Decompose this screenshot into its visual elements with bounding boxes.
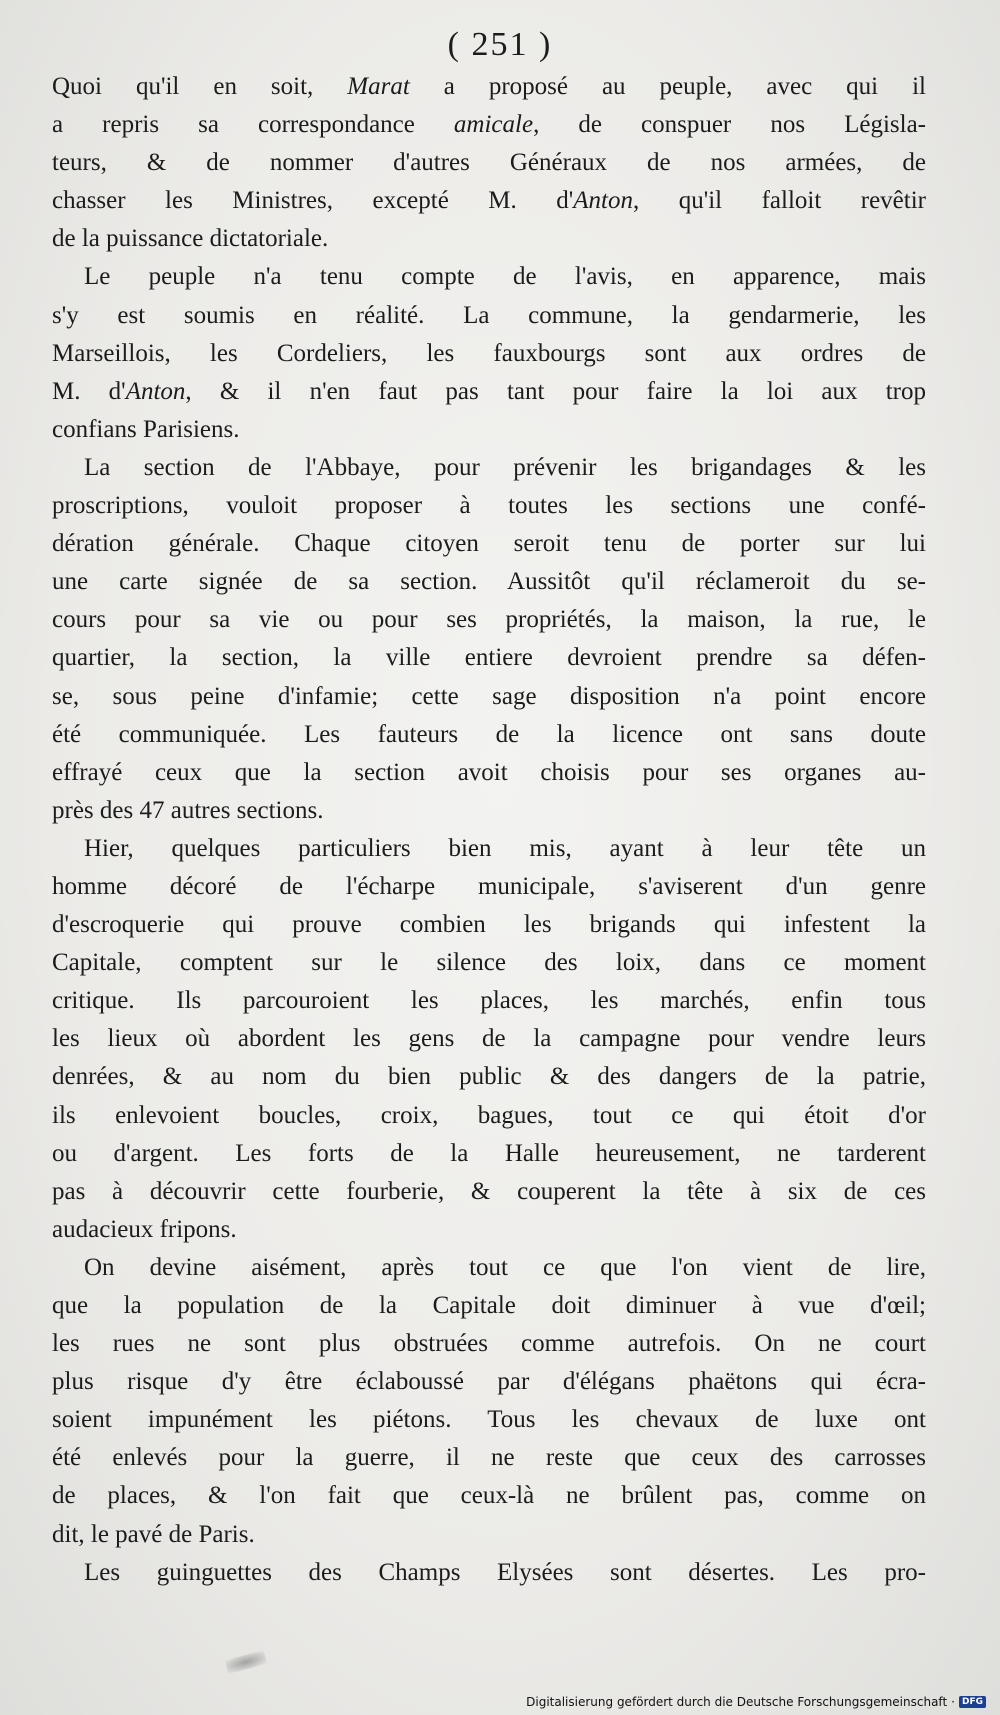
text-line — [52, 792, 926, 830]
text-segment: M. d' — [52, 377, 126, 405]
text-segment: , & il n'en faut pas tant pour faire la loi aux trop — [185, 377, 926, 405]
text-line — [52, 639, 926, 677]
text-line — [52, 297, 926, 335]
text-line — [52, 373, 926, 411]
text-segment: Capitale, comptent sur le silence des loix, dans ce moment — [52, 949, 926, 977]
text-line — [52, 144, 926, 182]
text-line — [52, 1249, 926, 1287]
body-text — [52, 68, 926, 1592]
text-segment: On devine aisément, après tout ce que l'on vient de lire, — [84, 1253, 926, 1281]
text-line — [52, 678, 926, 716]
text-line — [52, 487, 926, 525]
text-line — [52, 1173, 926, 1211]
text-segment: pas à découvrir cette fourberie, & couperent la tête à six de ces — [52, 1177, 926, 1205]
text-line — [52, 220, 926, 258]
text-segment: a proposé au peuple, avec qui il — [409, 73, 926, 100]
text-line — [52, 1477, 926, 1515]
text-segment: les rues ne sont plus obstruées comme autrefois. On ne court — [52, 1330, 926, 1358]
text-line — [52, 1097, 926, 1135]
text-segment: se, sous peine d'infamie; cette sage disposition n'a point encore — [52, 682, 926, 710]
ink-smudge — [225, 1650, 267, 1674]
text-segment: que la population de la Capitale doit diminuer à vue d'œil; — [52, 1292, 926, 1319]
text-line — [52, 868, 926, 906]
text-segment: , qu'il falloit revêtir — [632, 187, 926, 215]
text-line — [52, 1516, 926, 1554]
text-segment: été communiquée. Les fauteurs de la licence ont sans doute — [52, 720, 926, 748]
text-line — [52, 1135, 926, 1173]
italic-name: amicale — [453, 111, 534, 139]
text-segment: confians Parisiens. — [52, 415, 240, 443]
text-segment: , de conspuer nos Législa- — [533, 111, 927, 139]
text-segment: quartier, la section, la ville entiere devroient prendre sa défen- — [52, 644, 926, 672]
text-line — [52, 563, 926, 601]
text-segment: chasser les Ministres, excepté M. d' — [52, 187, 574, 215]
text-segment: audacieux fripons. — [52, 1215, 237, 1243]
text-segment: les lieux où abordent les gens de la campagne pour vendre leurs — [52, 1025, 926, 1053]
text-segment: une carte signée de sa section. Aussitôt qu'il réclameroit du se- — [52, 568, 926, 596]
text-line — [52, 601, 926, 639]
italic-name: Anton — [125, 377, 186, 405]
text-segment: critique. Ils parcouroient les places, les marchés, enfin tous — [52, 987, 926, 1015]
text-line — [52, 1058, 926, 1096]
text-line — [52, 411, 926, 449]
text-line — [52, 68, 926, 106]
italic-name: Marat — [347, 73, 410, 100]
text-line — [52, 830, 926, 868]
text-segment: dit, le pavé de Paris. — [52, 1520, 255, 1548]
text-line — [52, 944, 926, 982]
text-segment: s'y est soumis en réalité. La commune, la gendarmerie, les — [52, 301, 926, 329]
text-line — [52, 982, 926, 1020]
text-line — [52, 1325, 926, 1363]
page-number: ( 251 ) — [447, 26, 553, 63]
text-line — [52, 754, 926, 792]
text-line — [52, 1439, 926, 1477]
text-segment: effrayé ceux que la section avoit choisis pour ses organes au- — [52, 758, 926, 786]
text-segment: a repris sa correspondance — [52, 111, 454, 139]
text-line — [52, 106, 926, 144]
text-line — [52, 182, 926, 220]
digitization-footer: Digitalisierung gefördert durch die Deutsche Forschungsgemeinschaft · DFG — [526, 1695, 986, 1709]
text-segment: de la puissance dictatoriale. — [52, 225, 329, 253]
text-line — [52, 1211, 926, 1249]
text-segment: cours pour sa vie ou pour ses propriétés, la maison, la rue, le — [52, 606, 926, 634]
text-line — [52, 335, 926, 373]
text-segment: près des 47 autres sections. — [52, 796, 324, 824]
text-segment: Marseillois, les Cordeliers, les fauxbourgs sont aux ordres de — [52, 339, 926, 367]
text-line — [52, 258, 926, 296]
text-segment: ou d'argent. Les forts de la Halle heureusement, ne tarderent — [52, 1139, 926, 1167]
italic-name: Anton — [573, 187, 633, 215]
text-line — [52, 1401, 926, 1439]
text-segment: été enlevés pour la guerre, il ne reste que ceux des carrosses — [52, 1444, 926, 1472]
footer-text: Digitalisierung gefördert durch die Deutsche Forschungsgemeinschaft — [526, 1695, 948, 1709]
text-segment: Le peuple n'a tenu compte de l'avis, en apparence, mais — [84, 263, 926, 291]
text-line — [52, 449, 926, 487]
text-segment: Hier, quelques particuliers bien mis, ayant à leur tête un — [84, 834, 926, 862]
text-line — [52, 716, 926, 754]
text-segment: denrées, & au nom du bien public & des dangers de la patrie, — [52, 1063, 926, 1091]
dfg-logo-icon: DFG — [959, 1696, 986, 1708]
text-segment: La section de l'Abbaye, pour prévenir les brigandages & les — [84, 453, 926, 481]
text-segment: de places, & l'on fait que ceux-là ne brûlent pas, comme on — [52, 1482, 926, 1510]
text-line — [52, 525, 926, 563]
text-segment: homme décoré de l'écharpe municipale, s'aviserent d'un genre — [52, 872, 926, 900]
text-segment: teurs, & de nommer d'autres Généraux de nos armées, de — [52, 149, 926, 177]
text-line — [52, 1554, 926, 1592]
text-segment: Les guinguettes des Champs Elysées sont désertes. Les pro- — [84, 1558, 926, 1586]
text-line — [52, 906, 926, 944]
text-segment: Quoi qu'il en soit, — [52, 73, 348, 100]
text-segment: proscriptions, vouloit proposer à toutes les sections une confé- — [52, 492, 926, 520]
text-line — [52, 1020, 926, 1058]
text-segment: dération générale. Chaque citoyen seroit tenu de porter sur lui — [52, 530, 926, 558]
text-segment: plus risque d'y être éclaboussé par d'élégans phaëtons qui écra- — [52, 1368, 926, 1396]
text-line — [52, 1363, 926, 1401]
text-line — [52, 1287, 926, 1325]
text-segment: d'escroquerie qui prouve combien les brigands qui infestent la — [52, 911, 926, 939]
text-segment: ils enlevoient boucles, croix, bagues, tout ce qui étoit d'or — [52, 1101, 926, 1129]
text-segment: soient impunément les piétons. Tous les chevaux de luxe ont — [52, 1406, 926, 1434]
